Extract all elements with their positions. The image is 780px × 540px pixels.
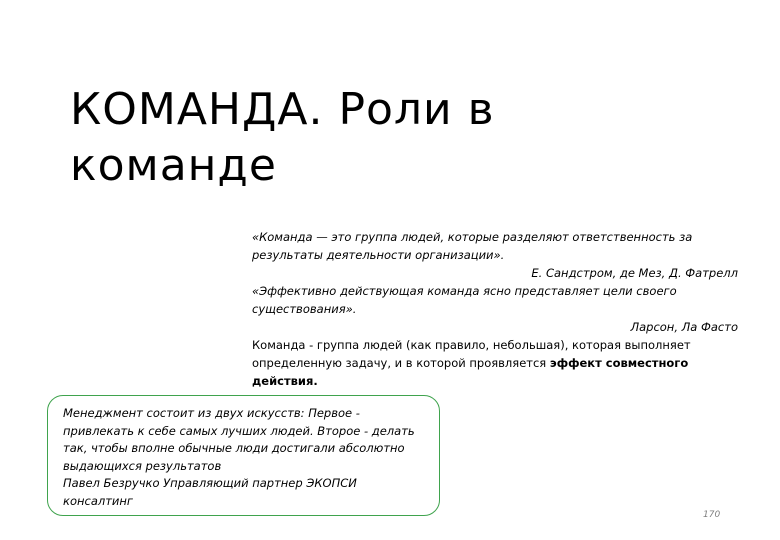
slide-title: [70, 82, 630, 194]
definition-paragraph: [252, 336, 738, 390]
title-line-1: КОМАНДА. Роли в: [70, 84, 495, 135]
definition-text: Команда - группа людей (как правило, небольшая), которая выполняет определенную задачу, и в которой проявляется: [252, 338, 691, 370]
quote-2-text: «Эффективно действующая команда ясно представляет цели своего существования».: [252, 284, 677, 316]
quotes-block: [252, 228, 738, 390]
box-quote-text: Менеджмент состоит из двух искусств: Первое - привлекать к себе самых лучших людей. Второе - делать так, чтобы вполне обычные люди достигали абсолютно выдающихся результатов: [63, 406, 415, 473]
definition-bold: эффект совместного действия.: [252, 356, 689, 388]
title-line-2: команде: [70, 140, 277, 191]
quote-2-author: Ларсон, Ла Фасто: [630, 320, 738, 334]
box-quote-author: Павел Безручко Управляющий партнер ЭКОПСИ консалтинг: [63, 476, 357, 508]
quote-1-author: Е. Сандстром, де Мез, Д. Фатрелл: [531, 266, 738, 280]
page-number: 170: [703, 510, 721, 520]
quote-1-text: «Команда — это группа людей, которые разделяют ответственность за результаты деятельности организации».: [252, 230, 693, 262]
quote-box: [47, 395, 440, 516]
